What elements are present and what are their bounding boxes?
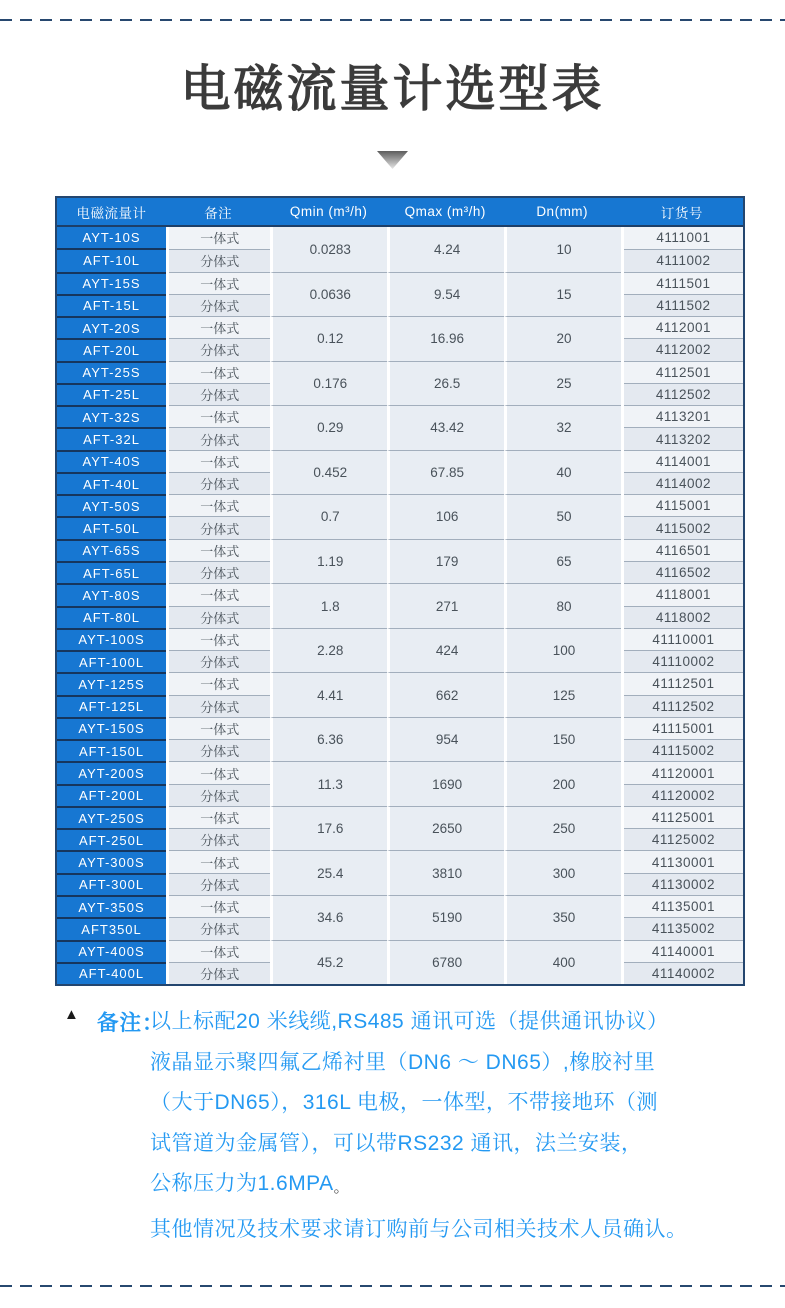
dn-cell: 10 (504, 227, 621, 272)
type-cell: 一体式 (169, 628, 270, 650)
dn-cell: 65 (504, 539, 621, 584)
type-cell: 分体式 (169, 338, 270, 360)
type-cell: 分体式 (169, 739, 270, 761)
model-column-cells (57, 494, 166, 539)
order-number-cell: 41130002 (624, 873, 743, 895)
model-column-cells (57, 761, 166, 806)
type-cell: 一体式 (169, 717, 270, 739)
order-number-cell: 41112501 (624, 672, 743, 694)
model-column-cells (57, 316, 166, 361)
qmax-cell: 26.5 (387, 361, 504, 406)
type-cell: 分体式 (169, 917, 270, 939)
qmax-cell: 16.96 (387, 316, 504, 361)
model-cell: AFT-10L (57, 248, 166, 271)
qmin-cell: 0.0636 (270, 272, 387, 317)
notes-line-text: （大于DN65），316L 电极，一体型，不带接地环（测 (150, 1091, 658, 1115)
dn-cell: 300 (504, 850, 621, 895)
notes-line (150, 1041, 710, 1082)
model-cell: AYT-100S (78, 632, 145, 648)
model-cell: AFT-100L (57, 650, 166, 672)
qmin-cell: 2.28 (270, 628, 387, 673)
table-row-group (57, 450, 743, 495)
model-cell: AYT-32S (82, 409, 141, 425)
type-cell: 一体式 (169, 539, 270, 561)
order-number-cell: 41130001 (624, 850, 743, 872)
qmax-cell: 1690 (387, 761, 504, 806)
qmax-cell: 106 (387, 494, 504, 539)
type-column-cells (166, 672, 270, 717)
model-cell: AFT-80L (57, 606, 166, 628)
model-column-cells (57, 450, 166, 495)
model-cell: AYT-50S (82, 498, 141, 514)
page-title: 电磁流量计选型表 (180, 61, 605, 117)
model-column-cells (57, 895, 166, 940)
qmax-cell: 954 (387, 717, 504, 762)
order-number-cell: 4116502 (624, 561, 743, 583)
model-cell: AFT-400L (57, 962, 166, 984)
model-cell: AFT-20L (57, 338, 166, 360)
order-number-cell: 4111001 (624, 227, 743, 249)
qmax-cell: 3810 (387, 850, 504, 895)
notes-line (150, 1000, 710, 1041)
order-number-cell: 41140001 (624, 940, 743, 962)
model-column-cells (57, 539, 166, 584)
order-number-cell: 41110002 (624, 650, 743, 672)
type-cell: 分体式 (169, 695, 270, 717)
model-cell: AYT-350S (78, 899, 145, 915)
qmin-cell: 0.12 (270, 316, 387, 361)
dn-cell: 250 (504, 806, 621, 851)
dn-cell: 25 (504, 361, 621, 406)
dn-cell: 40 (504, 450, 621, 495)
qmin-cell: 0.0283 (270, 227, 387, 272)
type-column-cells (166, 895, 270, 940)
order-number-cell: 41115001 (624, 717, 743, 739)
order-column-cells (621, 806, 743, 851)
qmax-cell: 424 (387, 628, 504, 673)
model-cell: AFT-25L (57, 383, 166, 405)
notes-label: 备注： (97, 1011, 165, 1035)
column-header-3: Qmax (m³/h) (404, 204, 486, 219)
type-column-cells (166, 272, 270, 317)
model-cell: AYT-125S (78, 676, 145, 692)
order-number-cell: 41120002 (624, 784, 743, 806)
qmin-cell: 4.41 (270, 672, 387, 717)
type-cell: 一体式 (169, 405, 270, 427)
order-number-cell: 41110001 (624, 628, 743, 650)
type-column-cells (166, 717, 270, 762)
type-cell: 一体式 (169, 316, 270, 338)
dn-cell: 80 (504, 583, 621, 628)
table-row-group (57, 672, 743, 717)
dn-cell: 400 (504, 940, 621, 985)
model-cell: AYT-300S (78, 855, 145, 871)
table-row-group (57, 583, 743, 628)
type-cell: 分体式 (169, 784, 270, 806)
order-number-cell: 41120001 (624, 761, 743, 783)
table-row-group (57, 628, 743, 673)
model-cell: AYT-400S (78, 944, 145, 960)
table-row-group (57, 405, 743, 450)
type-column-cells (166, 227, 270, 272)
qmin-cell: 17.6 (270, 806, 387, 851)
order-number-cell: 41115002 (624, 739, 743, 761)
model-column-cells (57, 850, 166, 895)
type-cell: 分体式 (169, 383, 270, 405)
order-number-cell: 4114002 (624, 472, 743, 494)
column-header-2: Qmin (m³/h) (289, 204, 368, 219)
column-header-1: 备注 (204, 205, 233, 221)
order-number-cell: 41125002 (624, 828, 743, 850)
order-column-cells (621, 405, 743, 450)
order-number-cell: 41140002 (624, 962, 743, 984)
notes-line-text: 以上标配20 米线缆,RS485 通讯可选（提供通讯协议） (150, 1010, 669, 1034)
order-column-cells (621, 940, 743, 985)
model-cell: AYT-15S (82, 276, 141, 292)
qmin-cell: 0.29 (270, 405, 387, 450)
column-header-5: 订货号 (660, 205, 703, 221)
qmin-cell: 25.4 (270, 850, 387, 895)
model-column-cells (57, 672, 166, 717)
model-cell: AYT-40S (82, 454, 141, 470)
model-cell: AFT-40L (57, 472, 166, 494)
table-row-group (57, 806, 743, 851)
model-cell: AFT-65L (57, 561, 166, 583)
type-column-cells (166, 850, 270, 895)
table-row-group (57, 940, 743, 985)
notes-period: 。 (333, 1178, 350, 1196)
qmin-cell: 0.452 (270, 450, 387, 495)
type-cell: 一体式 (169, 850, 270, 872)
type-cell: 一体式 (169, 494, 270, 516)
dn-cell: 100 (504, 628, 621, 673)
notes-line (150, 1081, 710, 1122)
type-cell: 一体式 (169, 895, 270, 917)
order-column-cells (621, 895, 743, 940)
table-row-group (57, 227, 743, 272)
order-column-cells (621, 628, 743, 673)
model-cell: AFT-50L (57, 516, 166, 538)
type-cell: 分体式 (169, 561, 270, 583)
order-number-cell: 41112502 (624, 695, 743, 717)
type-column-cells (166, 361, 270, 406)
type-cell: 一体式 (169, 806, 270, 828)
dn-cell: 125 (504, 672, 621, 717)
model-cell: AYT-250S (78, 810, 145, 826)
order-column-cells (621, 672, 743, 717)
type-cell: 一体式 (169, 761, 270, 783)
type-column-cells (166, 806, 270, 851)
order-number-cell: 4112502 (624, 383, 743, 405)
type-cell: 分体式 (169, 962, 270, 984)
bottom-dashed-divider (0, 1285, 785, 1287)
model-cell: AYT-150S (78, 721, 145, 737)
table-row-group (57, 761, 743, 806)
qmin-cell: 34.6 (270, 895, 387, 940)
qmax-cell: 271 (387, 583, 504, 628)
type-cell: 一体式 (169, 272, 270, 294)
notes-footer-line: 其他情况及技术要求请订购前与公司相关技术人员确认。 (150, 1218, 688, 1241)
notes-line-text: 试管道为金属管），可以带RS232 通讯，法兰安装， (150, 1131, 643, 1155)
type-cell: 分体式 (169, 427, 270, 449)
table-row-group (57, 539, 743, 584)
order-column-cells (621, 539, 743, 584)
model-cell: AFT350L (57, 917, 166, 939)
order-column-cells (621, 850, 743, 895)
dn-cell: 20 (504, 316, 621, 361)
dn-cell: 150 (504, 717, 621, 762)
model-cell: AFT-200L (57, 784, 166, 806)
type-column-cells (166, 539, 270, 584)
model-cell: AYT-10S (82, 230, 141, 246)
type-cell: 分体式 (169, 828, 270, 850)
table-row-group (57, 316, 743, 361)
table-row-group (57, 895, 743, 940)
type-column-cells (166, 583, 270, 628)
model-cell: AFT-15L (57, 294, 166, 316)
model-cell: AYT-80S (82, 587, 141, 603)
type-cell: 分体式 (169, 650, 270, 672)
order-number-cell: 4118002 (624, 606, 743, 628)
order-number-cell: 41135002 (624, 917, 743, 939)
model-cell: AFT-300L (57, 873, 166, 895)
qmax-cell: 662 (387, 672, 504, 717)
order-column-cells (621, 494, 743, 539)
order-column-cells (621, 272, 743, 317)
model-cell: AFT-250L (57, 828, 166, 850)
notes-line-text: 公称压力为1.6MPA (150, 1172, 334, 1196)
table-row-group (57, 272, 743, 317)
column-header-4: Dn(mm) (536, 204, 589, 219)
order-number-cell: 4113202 (624, 427, 743, 449)
type-cell: 分体式 (169, 873, 270, 895)
dn-cell: 350 (504, 895, 621, 940)
order-column-cells (621, 316, 743, 361)
dn-cell: 50 (504, 494, 621, 539)
qmax-cell: 2650 (387, 806, 504, 851)
table-body (57, 227, 743, 984)
type-column-cells (166, 494, 270, 539)
qmax-cell: 5190 (387, 895, 504, 940)
type-cell: 分体式 (169, 516, 270, 538)
model-column-cells (57, 405, 166, 450)
qmin-cell: 45.2 (270, 940, 387, 985)
table-row-group (57, 850, 743, 895)
notes-line (150, 1122, 710, 1163)
type-cell: 一体式 (169, 672, 270, 694)
order-column-cells (621, 761, 743, 806)
notes-triangle-icon: ▲ (64, 1006, 79, 1023)
order-column-cells (621, 450, 743, 495)
qmax-cell: 4.24 (387, 227, 504, 272)
order-number-cell: 4112002 (624, 338, 743, 360)
type-cell: 一体式 (169, 227, 270, 249)
model-cell: AYT-25S (82, 365, 141, 381)
model-column-cells (57, 272, 166, 317)
model-cell: AFT-32L (57, 427, 166, 449)
type-cell: 一体式 (169, 450, 270, 472)
qmin-cell: 0.7 (270, 494, 387, 539)
model-column-cells (57, 361, 166, 406)
qmax-cell: 67.85 (387, 450, 504, 495)
model-column-cells (57, 628, 166, 673)
qmax-cell: 43.42 (387, 405, 504, 450)
type-cell: 分体式 (169, 294, 270, 316)
model-cell: AFT-125L (57, 695, 166, 717)
type-column-cells (166, 940, 270, 985)
table-row-group (57, 717, 743, 762)
order-number-cell: 4112001 (624, 316, 743, 338)
order-column-cells (621, 583, 743, 628)
flowmeter-selection-table (55, 196, 745, 986)
qmax-cell: 6780 (387, 940, 504, 985)
model-column-cells (57, 717, 166, 762)
type-column-cells (166, 628, 270, 673)
qmax-cell: 179 (387, 539, 504, 584)
order-column-cells (621, 717, 743, 762)
order-column-cells (621, 227, 743, 272)
dn-cell: 15 (504, 272, 621, 317)
type-column-cells (166, 761, 270, 806)
notes-line-text: 液晶显示聚四氟乙烯衬里（DN6 ～ DN65）,橡胶衬里 (150, 1050, 656, 1074)
model-column-cells (57, 806, 166, 851)
order-number-cell: 41135001 (624, 895, 743, 917)
order-column-cells (621, 361, 743, 406)
model-column-cells (57, 583, 166, 628)
model-cell: AYT-200S (78, 766, 145, 781)
order-number-cell: 4111501 (624, 272, 743, 294)
order-number-cell: 4115001 (624, 494, 743, 516)
column-header-0: 电磁流量计 (76, 205, 147, 221)
model-cell: AYT-20S (82, 320, 141, 336)
down-arrow-icon (377, 151, 408, 169)
type-cell: 分体式 (169, 249, 270, 272)
order-number-cell: 4111502 (624, 294, 743, 316)
order-number-cell: 4118001 (624, 583, 743, 605)
top-dashed-divider (0, 19, 785, 21)
qmin-cell: 6.36 (270, 717, 387, 762)
type-column-cells (166, 405, 270, 450)
order-number-cell: 4113201 (624, 405, 743, 427)
order-number-cell: 4112501 (624, 361, 743, 383)
qmax-cell: 9.54 (387, 272, 504, 317)
model-column-cells (57, 227, 166, 272)
type-cell: 分体式 (169, 472, 270, 494)
type-cell: 一体式 (169, 361, 270, 383)
order-number-cell: 41125001 (624, 806, 743, 828)
model-column-cells (57, 940, 166, 985)
model-cell: AFT-150L (57, 739, 166, 761)
dn-cell: 200 (504, 761, 621, 806)
table-row-group (57, 494, 743, 539)
type-column-cells (166, 450, 270, 495)
qmin-cell: 1.8 (270, 583, 387, 628)
model-cell: AYT-65S (82, 543, 141, 559)
qmin-cell: 1.19 (270, 539, 387, 584)
order-number-cell: 4111002 (624, 249, 743, 272)
dn-cell: 32 (504, 405, 621, 450)
table-row-group (57, 361, 743, 406)
table-header-row (57, 198, 743, 227)
order-number-cell: 4115002 (624, 516, 743, 538)
type-cell: 一体式 (169, 940, 270, 962)
qmin-cell: 11.3 (270, 761, 387, 806)
qmin-cell: 0.176 (270, 361, 387, 406)
notes-text-block (150, 1000, 710, 1203)
order-number-cell: 4114001 (624, 450, 743, 472)
type-cell: 一体式 (169, 583, 270, 605)
type-cell: 分体式 (169, 606, 270, 628)
order-number-cell: 4116501 (624, 539, 743, 561)
notes-line (150, 1162, 710, 1203)
type-column-cells (166, 316, 270, 361)
